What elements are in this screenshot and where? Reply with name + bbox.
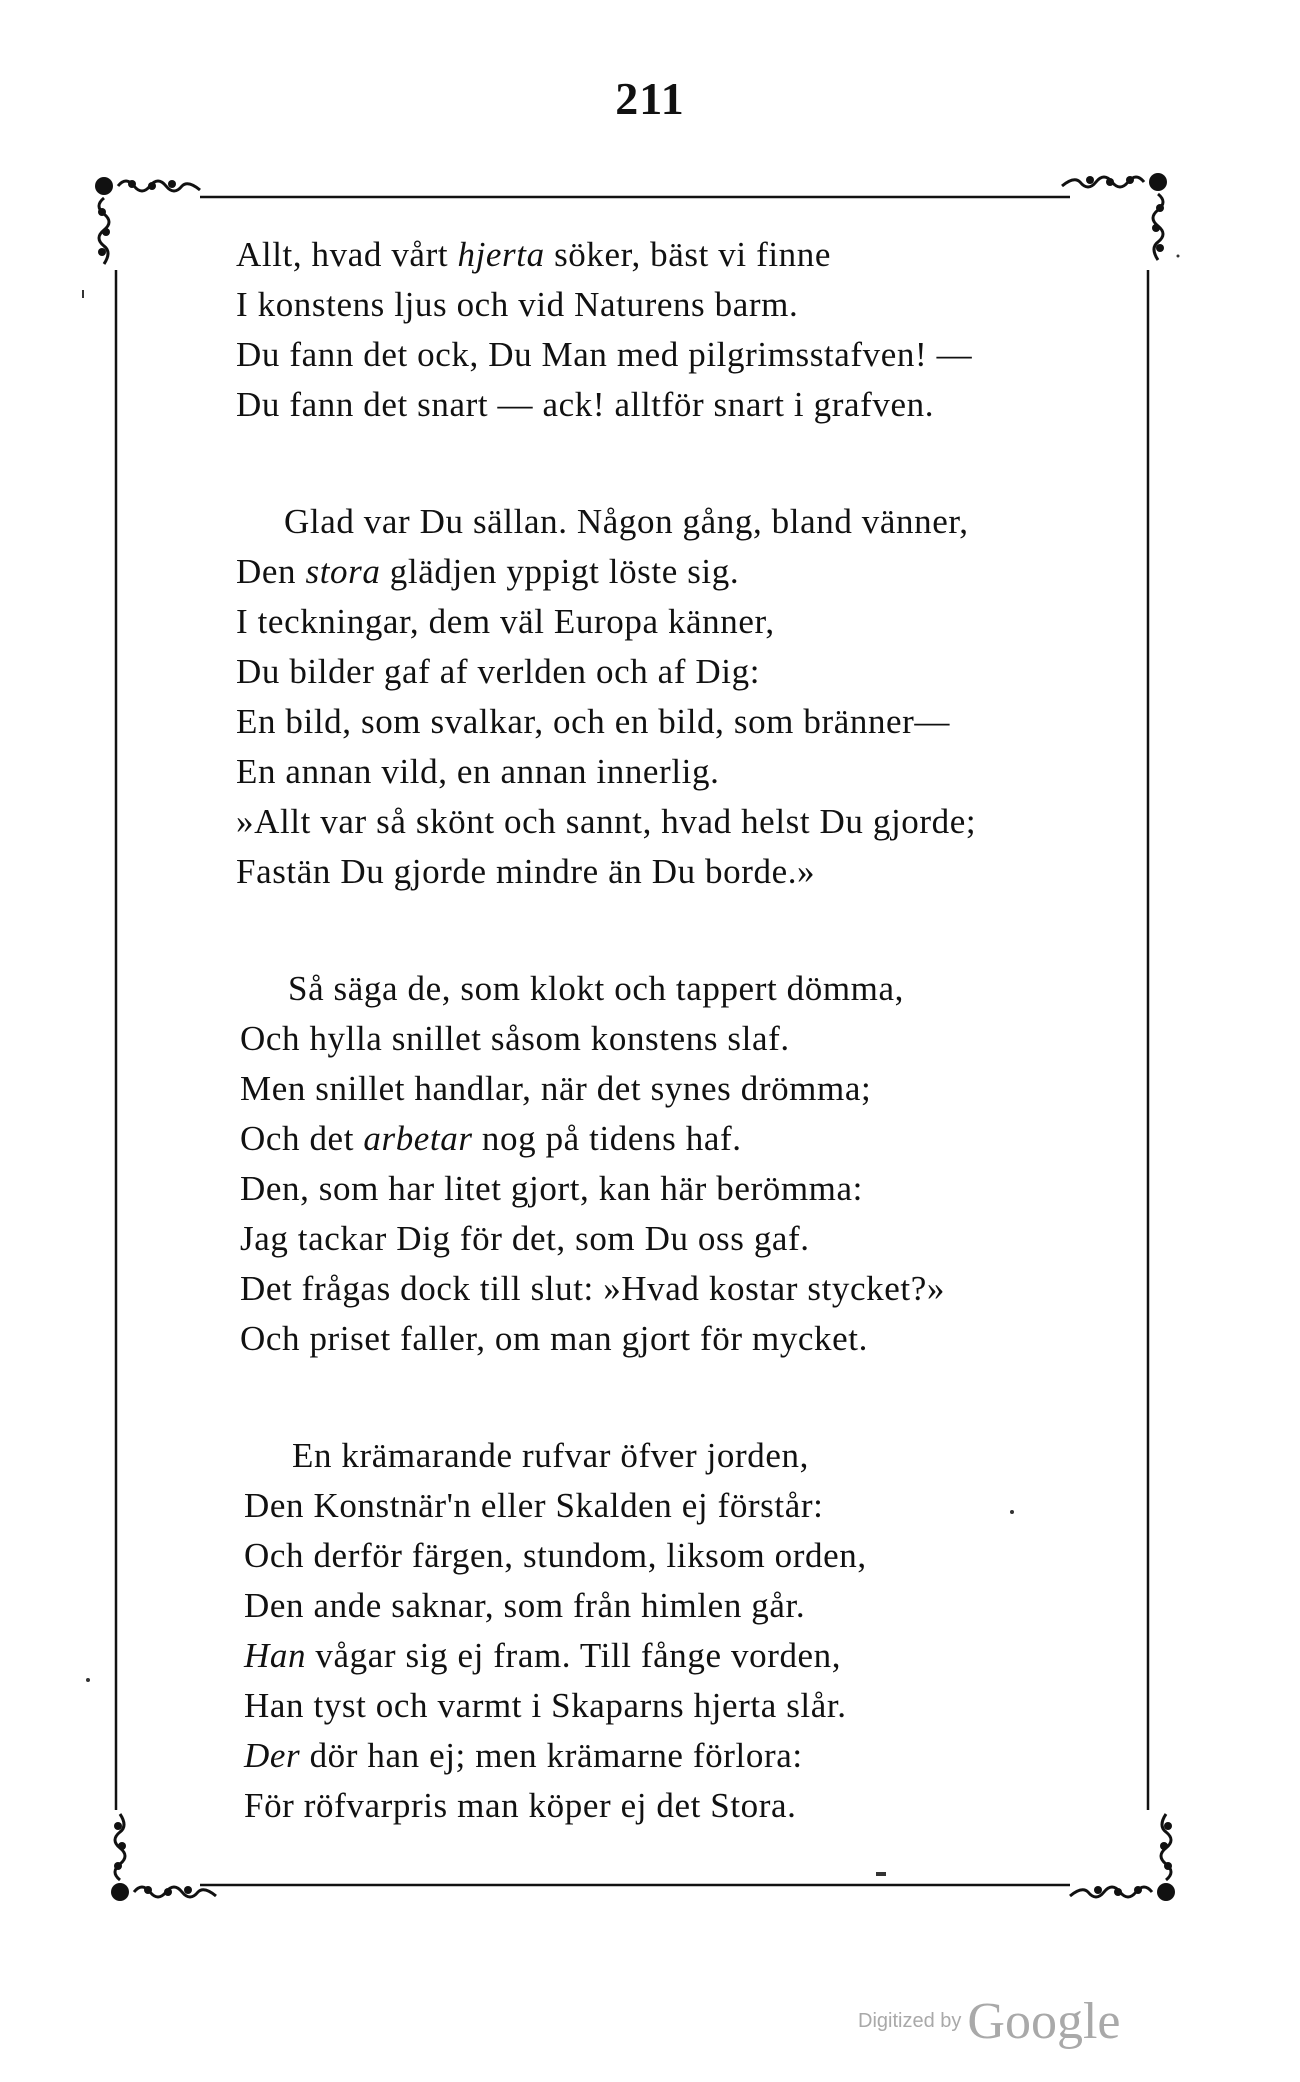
poem-line: Du bilder gaf af verlden och af Dig: — [236, 652, 761, 691]
poem-line-emphasis: stora — [305, 552, 381, 591]
poem-line — [240, 1114, 1116, 1164]
poem-line — [236, 230, 1116, 280]
poem-line: Den ande saknar, som från himlen går. — [244, 1586, 806, 1625]
poem-line: Jag tackar Dig för det, som Du oss gaf. — [240, 1219, 810, 1258]
poem-line — [244, 1631, 1116, 1681]
poem-line: I konstens ljus och vid Naturens barm. — [236, 285, 799, 324]
stanza-4 — [244, 1431, 1116, 1831]
poem-line: I teckningar, dem väl Europa känner, — [236, 602, 775, 641]
poem-line-text: nog på tidens haf. — [472, 1119, 742, 1158]
poem-line-emphasis: arbetar — [363, 1119, 473, 1158]
poem-line: Men snillet handlar, när det synes drömma; — [240, 1069, 872, 1108]
poem-line-text: söker, bäst vi finne — [544, 235, 831, 274]
poem-line — [244, 1731, 1116, 1781]
poem-line: Glad var Du sällan. Någon gång, bland vänner, — [284, 502, 969, 541]
poem-line: En krämarande rufvar öfver jorden, — [292, 1436, 809, 1475]
page-number: 211 — [615, 73, 685, 124]
poem-line: Den Konstnär'n eller Skalden ej förstår: — [244, 1486, 824, 1525]
poem-line: Den, som har litet gjort, kan här berömma: — [240, 1169, 863, 1208]
corner-ornament-bottom-left-icon — [111, 1814, 216, 1901]
poem-line: För röfvarpris man köper ej det Stora. — [244, 1786, 797, 1825]
poem-line: Och hylla snillet såsom konstens slaf. — [240, 1019, 790, 1058]
poem-line-emphasis: Han — [244, 1636, 307, 1675]
poem-line: Fastän Du gjorde mindre än Du borde.» — [236, 852, 816, 891]
poem-line: Du fann det snart — ack! alltför snart i grafven. — [236, 385, 935, 424]
poem-line: Han tyst och varmt i Skaparns hjerta slår. — [244, 1686, 847, 1725]
poem-line-text: Allt, hvad vårt — [236, 235, 458, 274]
poem-line — [236, 547, 1116, 597]
poem-line: En bild, som svalkar, och en bild, som bränner— — [236, 702, 951, 741]
poem-line: Och derför färgen, stundom, liksom orden, — [244, 1536, 867, 1575]
poem-line: Så säga de, som klokt och tappert dömma, — [288, 969, 904, 1008]
poem-line: Det frågas dock till slut: »Hvad kostar stycket?» — [240, 1269, 945, 1308]
poem — [236, 230, 1116, 1831]
poem-line-text: vågar sig ej fram. Till fånge vorden, — [306, 1636, 842, 1675]
poem-line-text: glädjen yppigt löste sig. — [380, 552, 740, 591]
poem-line-emphasis: Der — [244, 1736, 301, 1775]
stanza-2 — [236, 497, 1116, 897]
poem-line-text: Och det — [240, 1119, 364, 1158]
corner-ornament-top-left-icon — [95, 177, 200, 264]
poem-line-text: dör han ej; men krämarne förlora: — [300, 1736, 803, 1775]
digitized-by-label: Digitized by — [858, 2010, 962, 2032]
poem-line-text: Den — [236, 552, 306, 591]
stanza-3 — [240, 964, 1116, 1364]
google-logo: Google — [967, 1993, 1121, 2050]
poem-line-emphasis: hjerta — [457, 235, 545, 274]
poem-line: Och priset faller, om man gjort för mycket. — [240, 1319, 868, 1358]
poem-line: Du fann det ock, Du Man med pilgrimsstafven! — — [236, 335, 973, 374]
poem-line: »Allt var så skönt och sannt, hvad helst Du gjorde; — [236, 802, 977, 841]
poem-line: En annan vild, en annan innerlig. — [236, 752, 720, 791]
stanza-1 — [236, 230, 1116, 430]
digitized-watermark — [858, 1992, 1120, 2052]
